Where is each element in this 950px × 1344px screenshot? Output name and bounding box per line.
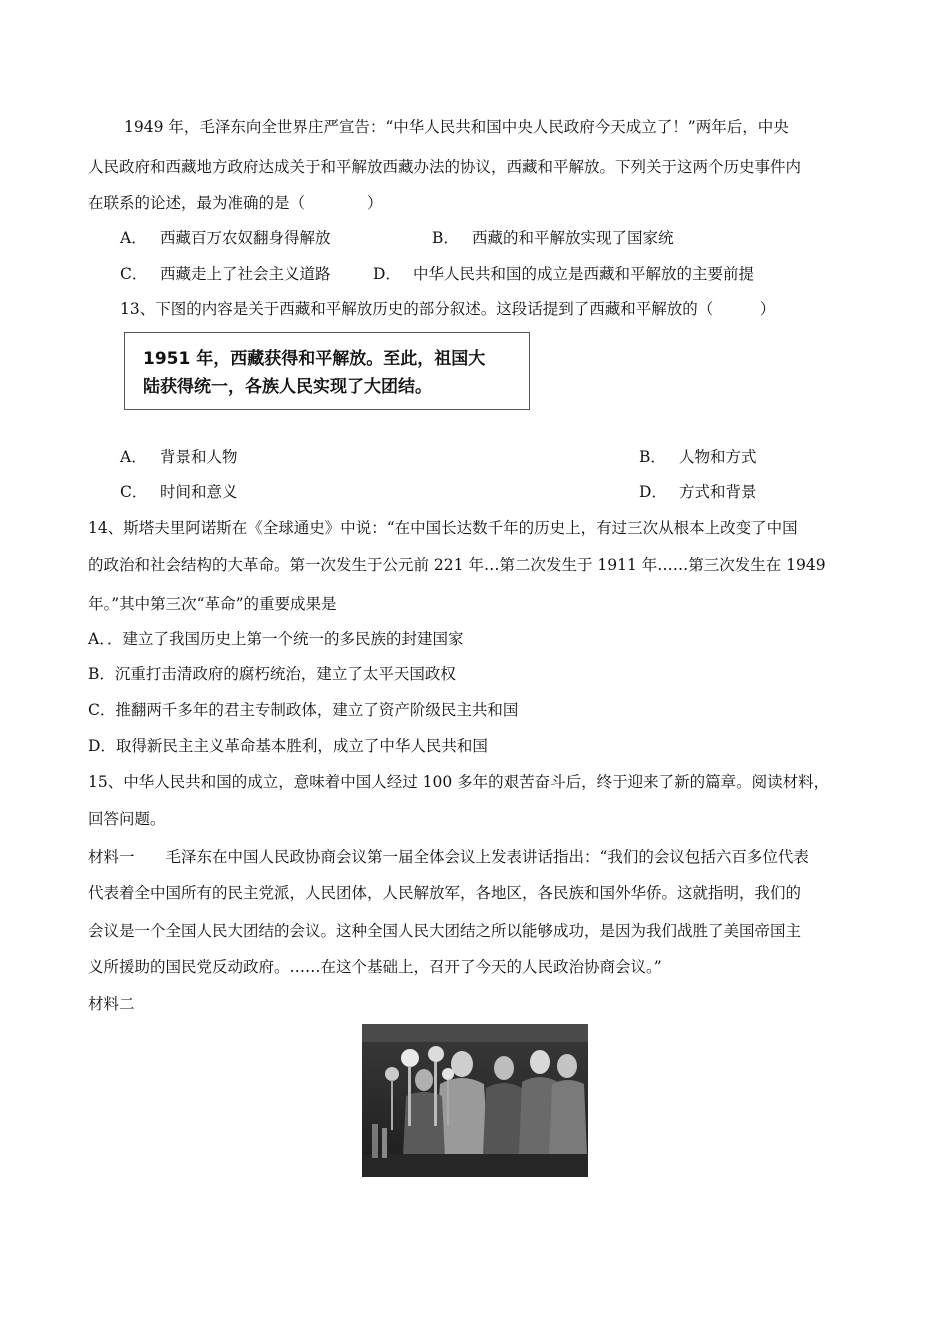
- q13-option-d[interactable]: [639, 481, 757, 503]
- option-text: 时间和意义: [160, 483, 238, 501]
- q14-stem-line-2: 的政治和社会结构的大革命。第一次发生于公元前 221 年…第二次发生于 1911 年……第三次发生在 1949: [88, 556, 826, 574]
- option-text: 中华人民共和国的成立是西藏和平解放的主要前提: [413, 265, 755, 283]
- q15-stem-line-1: 15、中华人民共和国的成立，意味着中国人经过 100 多年的艰苦奋斗后，终于迎来了新的篇章。阅读材料，: [88, 773, 830, 791]
- q15-material1-line-1: 材料一 毛泽东在中国人民政协商会议第一届全体会议上发表讲话指出：“我们的会议包括六百多位代表: [88, 848, 809, 866]
- q14-option-a[interactable]: A．．建立了我国历史上第一个统一的多民族的封建国家: [88, 630, 464, 648]
- option-letter: C．: [120, 483, 148, 501]
- q13-option-a[interactable]: [120, 446, 238, 468]
- option-text: 背景和人物: [160, 448, 238, 466]
- q12-option-a[interactable]: [120, 227, 331, 249]
- option-letter: A．: [120, 229, 147, 247]
- q15-material1-line-2: 代表着全中国所有的民主党派，人民团体，人民解放军，各地区，各民族和国外华侨。这就指明，我们的: [88, 884, 802, 902]
- q13-quote-box: [124, 332, 530, 410]
- quote-line-2: 陆获得统一，各族人民实现了大团结。: [143, 377, 432, 397]
- option-text: 西藏的和平解放实现了国家统: [472, 229, 674, 247]
- q14-option-d[interactable]: D．取得新民主主义革命基本胜利，成立了中华人民共和国: [88, 737, 488, 755]
- q13-stem: 13、下图的内容是关于西藏和平解放历史的部分叙述。这段话提到了西藏和平解放的（ ）: [120, 300, 776, 318]
- option-letter: C．: [120, 265, 148, 283]
- option-text: 人物和方式: [679, 448, 757, 466]
- q14-stem-line-3: 年。”其中第三次“革命”的重要成果是: [88, 595, 337, 613]
- historical-photo: [362, 1024, 588, 1177]
- q15-material1-line-3: 会议是一个全国人民大团结的会议。这种全国人民大团结之所以能够成功，是因为我们战胜了美国帝国主: [88, 922, 802, 940]
- option-letter: D．: [639, 483, 667, 501]
- q12-stem-line-1: 1949 年，毛泽东向全世界庄严宣告：“中华人民共和国中央人民政府今天成立了！”两年后，中央: [124, 118, 789, 136]
- q15-material1-line-4: 义所援助的国民党反动政府。……在这个基础上，召开了今天的人民政治协商会议。”: [88, 958, 662, 976]
- option-letter: A．: [120, 448, 147, 466]
- q15-stem-line-2: 回答问题。: [88, 810, 166, 828]
- option-letter: B．: [639, 448, 666, 466]
- q13-option-b[interactable]: [639, 446, 757, 468]
- option-text: 方式和背景: [679, 483, 757, 501]
- q12-stem-line-2: 人民政府和西藏地方政府达成关于和平解放西藏办法的协议，西藏和平解放。下列关于这两个历史事件内: [88, 158, 802, 176]
- q13-option-c[interactable]: [120, 481, 238, 503]
- option-letter: B．: [432, 229, 459, 247]
- option-letter: D．: [373, 265, 401, 283]
- quote-line-1: 1951 年，西藏获得和平解放。至此，祖国大: [143, 349, 486, 369]
- q14-stem-line-1: 14、斯塔夫里阿诺斯在《全球通史》中说：“在中国长达数千年的历史上，有过三次从根本上改变了中国: [88, 519, 798, 537]
- q12-option-d[interactable]: [373, 263, 754, 285]
- q14-option-c[interactable]: C．推翻两千多年的君主专制政体，建立了资产阶级民主共和国: [88, 701, 519, 719]
- option-text: 西藏百万农奴翻身得解放: [160, 229, 331, 247]
- photo-illustration: [362, 1024, 588, 1177]
- q14-option-b[interactable]: B．沉重打击清政府的腐朽统治，建立了太平天国政权: [88, 665, 456, 683]
- q12-option-b[interactable]: [432, 227, 674, 249]
- q12-stem-line-3: 在联系的论述，最为准确的是（ ）: [88, 194, 383, 212]
- option-text: 西藏走上了社会主义道路: [160, 265, 331, 283]
- q15-material2-label: 材料二: [88, 995, 135, 1013]
- q12-option-c[interactable]: [120, 263, 331, 285]
